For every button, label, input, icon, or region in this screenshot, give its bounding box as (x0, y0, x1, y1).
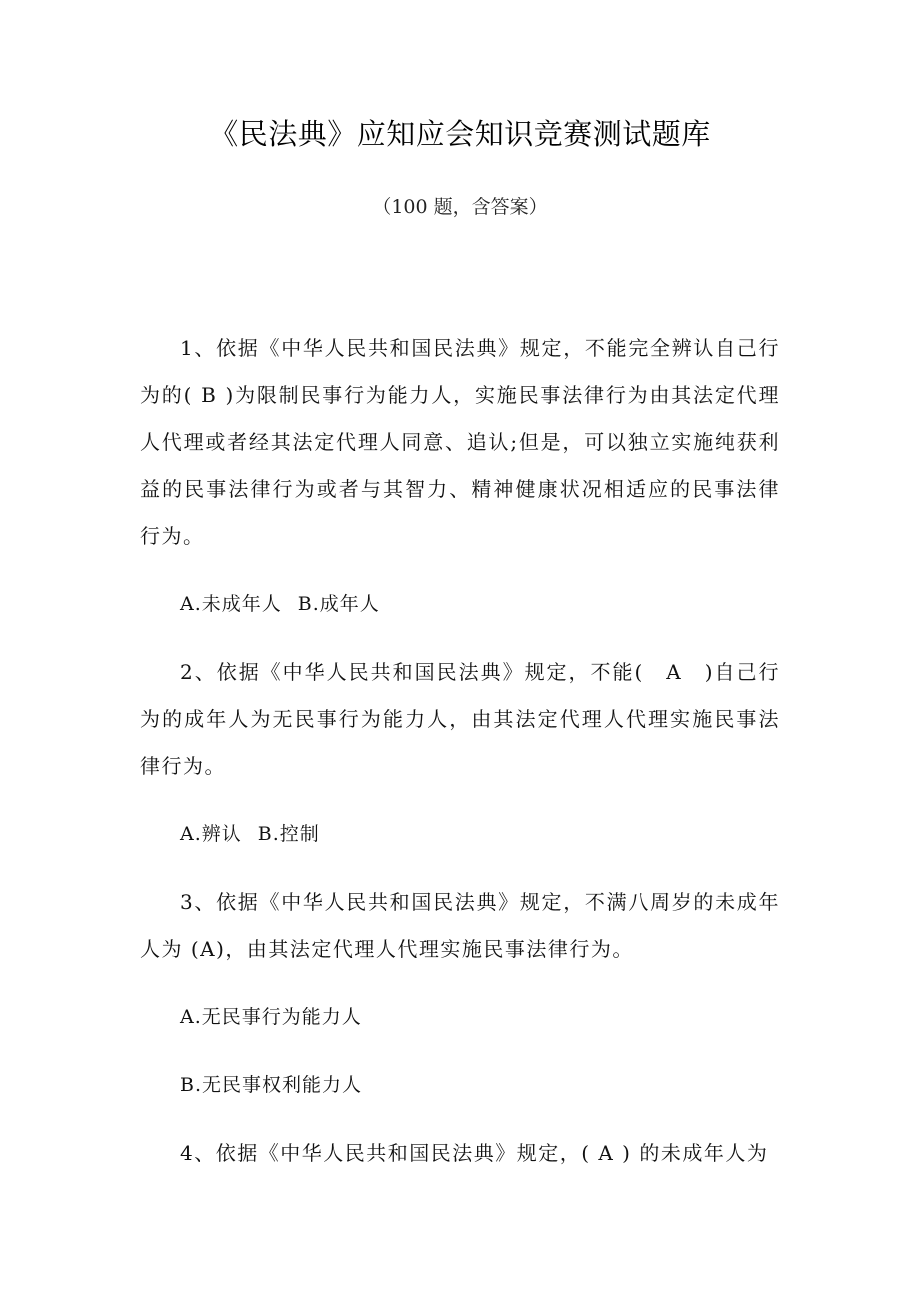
document-subtitle: （100 题，含答案） (372, 196, 548, 218)
question-2-option-a: A.辨认 (180, 823, 242, 845)
question-1-options (140, 581, 780, 628)
document-title: 《民法典》应知应会知识竞赛测试题库 (209, 117, 711, 151)
question-1-text: 1、依据《中华人民共和国民法典》规定，不能完全辨认自己行为的( B )为限制民事行为能力人，实施民事法律行为由其法定代理人代理或者经其法定代理人同意、追认;但是，可以独立实施纯获利益的民事法律行为或者与其智力、精神健康状况相适应的民事法律行为。 (140, 336, 780, 548)
question-list (140, 325, 780, 1198)
question-3-option-b: B.无民事权利能力人 (180, 1074, 363, 1096)
question-3-text: 3、依据《中华人民共和国民法典》规定，不满八周岁的未成年人为 (A)，由其法定代理人代理实施民事法律行为。 (140, 890, 780, 961)
question-3-option-a: A.无民事行为能力人 (180, 1006, 362, 1028)
question-4-text: 4、依据《中华人民共和国民法典》规定，( A ) 的未成年人为 (180, 1141, 769, 1165)
question-2-option-b: B.控制 (257, 823, 320, 845)
question-2-text: 2、依据《中华人民共和国民法典》规定，不能( A )自己行为的成年人为无民事行为能力人，由其法定代理人代理实施民事法律行为。 (140, 660, 780, 778)
question-2-options (140, 811, 780, 858)
question-1-option-b: B.成年人 (297, 593, 380, 615)
question-1-option-a: A.未成年人 (180, 593, 282, 615)
